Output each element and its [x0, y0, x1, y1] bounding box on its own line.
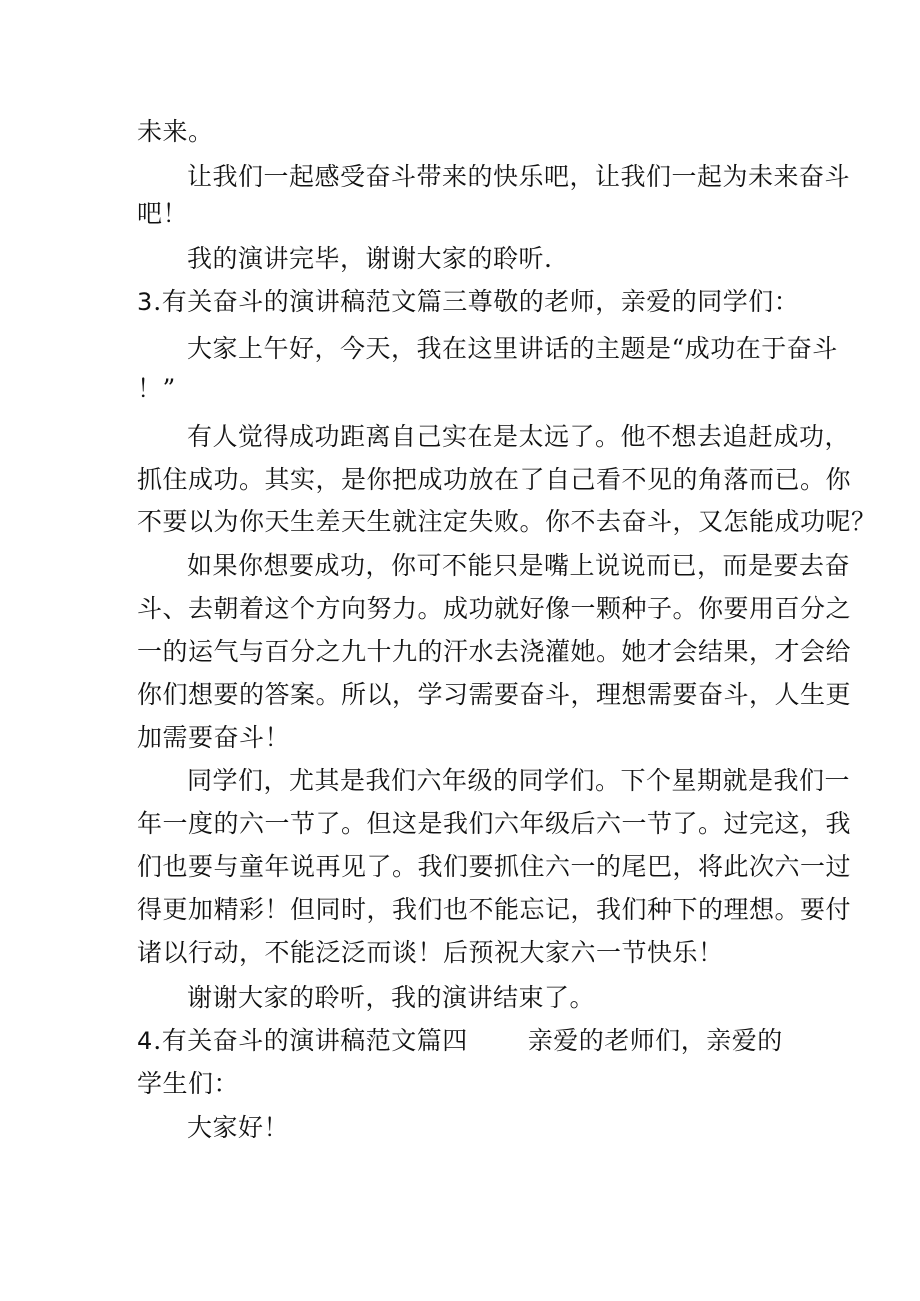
text-line: 不要以为你天生差天生就注定失败。你不去奋斗，又怎能成功呢？ — [137, 507, 877, 536]
text-line: 得更加精彩！但同时，我们也不能忘记，我们种下的理想。要付 — [137, 895, 852, 924]
section-heading: 4.有关奋斗的演讲稿范文篇四 亲爱的老师们，亲爱的 — [137, 1026, 783, 1055]
paragraph-line: 大家上午好，今天，我在这里讲话的主题是“成功在于奋斗 — [187, 334, 838, 363]
text-line: ！” — [137, 374, 176, 403]
paragraph-line: 我的演讲完毕，谢谢大家的聆听. — [187, 244, 553, 273]
paragraph-line: 谢谢大家的聆听，我的演讲结束了。 — [187, 983, 596, 1012]
text-line: 年一度的六一节了。但这是我们六年级后六一节了。过完这，我 — [137, 809, 852, 838]
section-heading: 3.有关奋斗的演讲稿范文篇三尊敬的老师，亲爱的同学们： — [137, 287, 800, 316]
text-line: 吧！ — [137, 199, 189, 228]
text-line: 你们想要的答案。所以，学习需要奋斗，理想需要奋斗，人生更 — [137, 680, 852, 709]
text-line: 诸以行动，不能泛泛而谈！后预祝大家六一节快乐！ — [137, 938, 724, 967]
text-line: 加需要奋斗！ — [137, 723, 291, 752]
text-line: 们也要与童年说再见了。我们要抓住六一的尾巴，将此次六一过 — [137, 852, 852, 881]
text-line: 斗、去朝着这个方向努力。成功就好像一颗种子。你要用百分之 — [137, 594, 852, 623]
paragraph-line: 同学们，尤其是我们六年级的同学们。下个星期就是我们一 — [187, 766, 851, 795]
paragraph-line: 如果你想要成功，你可不能只是嘴上说说而已，而是要去奋 — [187, 551, 851, 580]
text-line: 一的运气与百分之九十九的汗水去浇灌她。她才会结果，才会给 — [137, 637, 852, 666]
paragraph-line: 大家好！ — [187, 1113, 290, 1142]
text-line: 抓住成功。其实，是你把成功放在了自己看不见的角落而已。你 — [137, 465, 852, 494]
section-number: 4 — [137, 1027, 154, 1055]
paragraph-line: 让我们一起感受奋斗带来的快乐吧，让我们一起为未来奋斗 — [187, 162, 851, 191]
section-number: 3 — [137, 288, 154, 316]
paragraph-line: 有人觉得成功距离自己实在是太远了。他不想去追赶成功， — [187, 422, 851, 451]
text-line: 未来。 — [137, 117, 214, 146]
text-line: 学生们： — [137, 1069, 240, 1098]
